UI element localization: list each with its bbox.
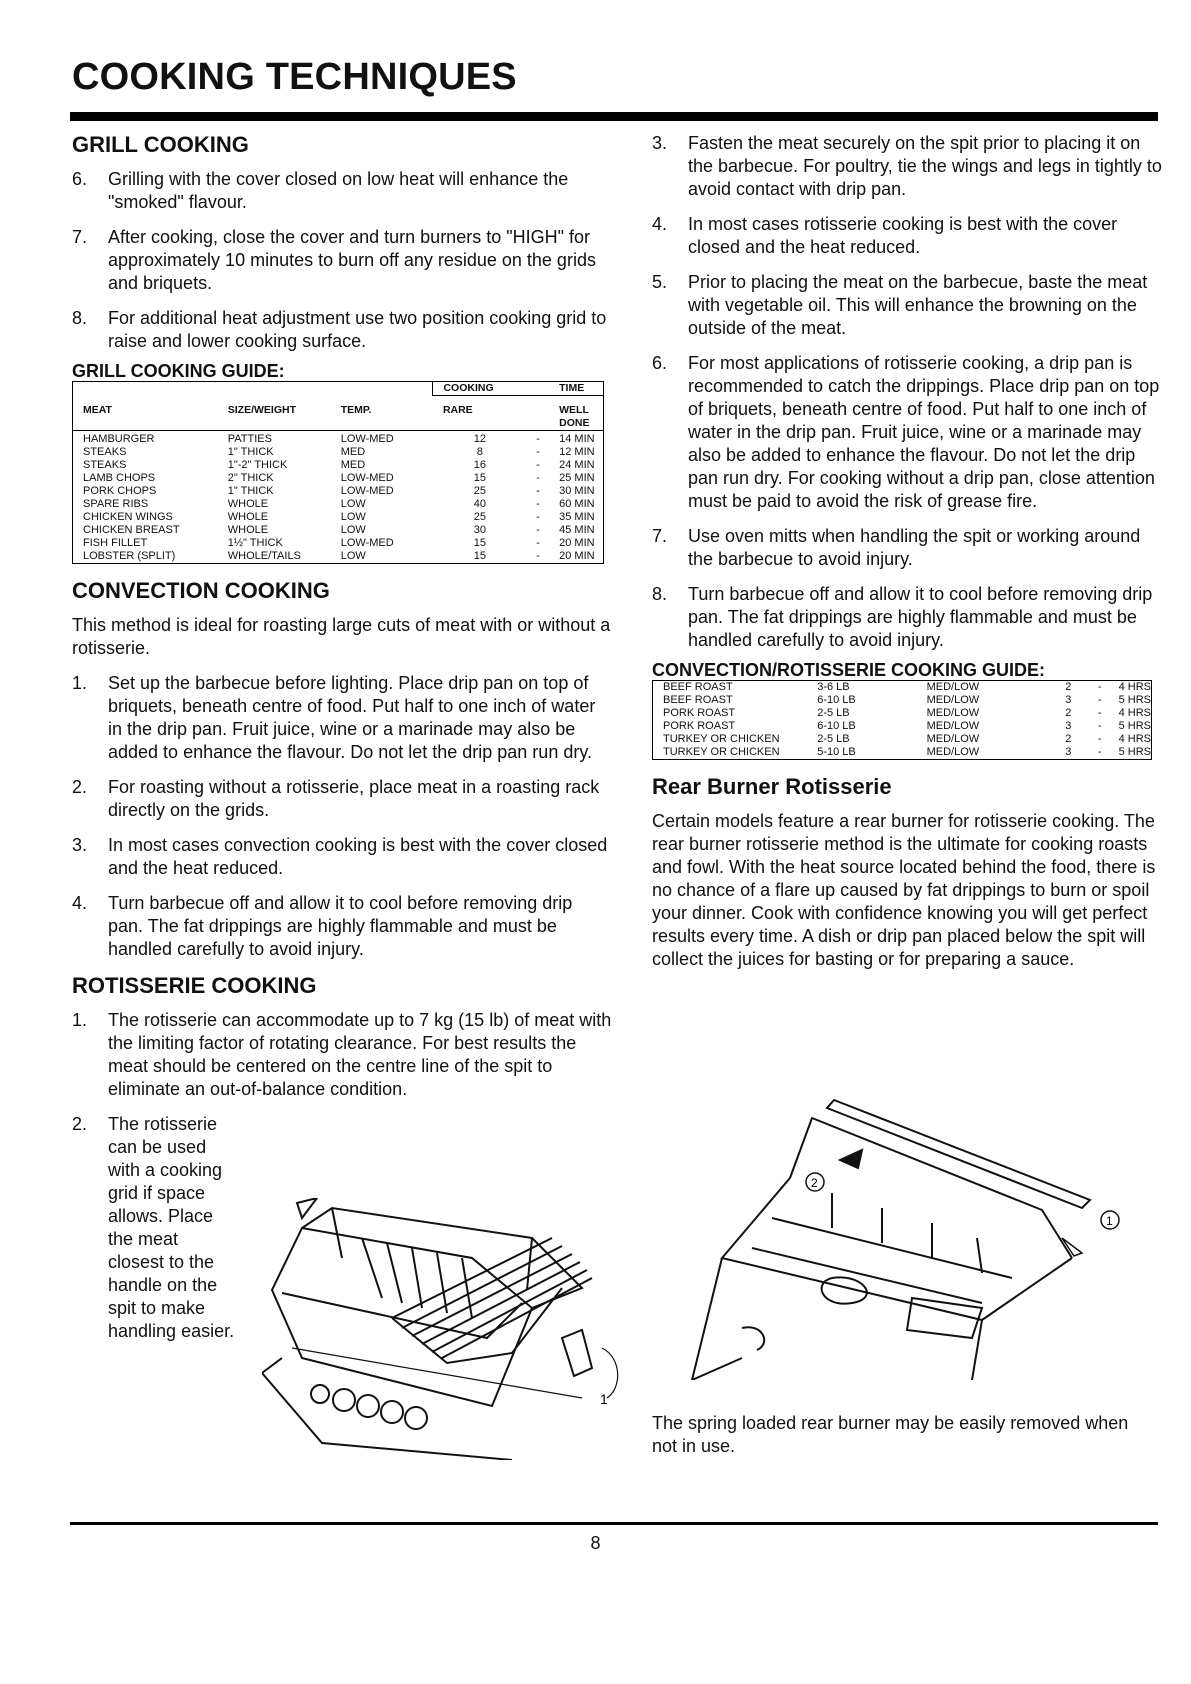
table-cell: - <box>1097 694 1102 706</box>
table-cell: 5 HRS <box>1118 694 1151 706</box>
table-cell: LAMB CHOPS <box>83 472 156 484</box>
table-cell: - <box>536 472 540 484</box>
table-cell: 24 MIN <box>559 459 595 471</box>
table-cell: LOW <box>340 550 366 562</box>
list-item <box>652 583 1162 652</box>
table-cell: FISH FILLET <box>83 537 148 549</box>
table-row <box>73 524 604 537</box>
table-row <box>73 537 604 550</box>
grill-guide-title: GRILL COOKING GUIDE: <box>72 361 285 381</box>
table-cell: MED <box>340 446 366 458</box>
table-row <box>653 707 1152 720</box>
table-cell: - <box>1097 733 1102 745</box>
table-cell: 3 <box>1065 694 1072 706</box>
table-cell: 3 <box>1065 720 1072 732</box>
item-text: In most cases rotisserie cooking is best with the cover closed and the heat reduced. <box>688 214 1118 257</box>
table-cell: TURKEY OR CHICKEN <box>663 746 780 758</box>
item-text: Fasten the meat securely on the spit prior to placing it on the barbecue. For poultry, tie the wings and legs in tightly to avoid contact with drip pan. <box>688 133 1162 199</box>
list-item <box>72 168 612 214</box>
table-cell: 12 <box>473 433 487 445</box>
table-cell: - <box>536 433 540 445</box>
table-cell: STEAKS <box>83 446 127 458</box>
table-cell: 1" THICK <box>227 446 274 458</box>
list-item <box>652 132 1162 201</box>
item-text: After cooking, close the cover and turn burners to "HIGH" for approximately 10 minutes to burn off any residue on the grids and briquets. <box>108 227 596 293</box>
list-item <box>652 271 1162 340</box>
right-column <box>652 132 1162 971</box>
title-rule <box>70 112 1158 121</box>
table-cell: - <box>1097 681 1102 693</box>
table-cell: 6-10 LB <box>817 720 856 732</box>
list-item <box>652 525 1162 571</box>
table-cell: 5-10 LB <box>817 746 856 758</box>
table-cell: 2 <box>1065 733 1072 745</box>
table-cell: 20 MIN <box>559 550 595 562</box>
table-cell: 25 MIN <box>559 472 595 484</box>
grill-drawing <box>262 1198 632 1460</box>
table-cell: - <box>536 498 540 510</box>
table-cell: 20 MIN <box>559 537 595 549</box>
item-number: 7. <box>72 227 88 247</box>
group-time-header: TIME <box>549 382 603 396</box>
table-cell: 30 <box>473 524 487 536</box>
item-number: 6. <box>652 353 668 373</box>
table-row <box>73 550 604 564</box>
table-cell: MED/LOW <box>926 746 980 758</box>
table-cell: MED/LOW <box>926 707 980 719</box>
table-cell: LOW-MED <box>340 537 394 549</box>
list-item <box>72 307 612 353</box>
table-cell: 16 <box>473 459 487 471</box>
table-cell: - <box>536 485 540 497</box>
table-cell: 2" THICK <box>227 472 274 484</box>
table-row <box>653 694 1152 707</box>
table-cell: 2 <box>1065 681 1072 693</box>
table-cell: STEAKS <box>83 459 127 471</box>
table-cell: 60 MIN <box>559 498 595 510</box>
table-cell: LOW <box>340 498 366 510</box>
item-text: The rotisserie can accommodate up to 7 kg (15 lb) of meat with the limiting factor of rotating clearance. For best results the meat should be centered on the centre line of the spit to eliminate an out-of-balance condition. <box>108 1010 612 1099</box>
table-cell: - <box>536 550 540 562</box>
item-text: Prior to placing the meat on the barbecue, baste the meat with vegetable oil. This will enhance the browning on the outside of the meat. <box>688 272 1148 338</box>
convection-guide-title: CONVECTION/ROTISSERIE COOKING GUIDE: <box>652 660 1046 680</box>
table-cell: 4 HRS <box>1118 733 1151 745</box>
table-row <box>73 446 604 459</box>
table-cell: PORK ROAST <box>663 720 736 732</box>
table-cell: LOBSTER (SPLIT) <box>83 550 176 562</box>
table-cell: MED/LOW <box>926 681 980 693</box>
table-cell: 45 MIN <box>559 524 595 536</box>
table-cell: LOW-MED <box>340 485 394 497</box>
table-cell: - <box>536 446 540 458</box>
item-text: Use oven mitts when handling the spit or working around the barbecue to avoid injury. <box>688 526 1141 569</box>
list-item <box>652 352 1162 513</box>
list-item <box>72 834 612 880</box>
table-cell: 35 MIN <box>559 511 595 523</box>
table-cell: TURKEY OR CHICKEN <box>663 733 780 745</box>
item-text: For roasting without a rotisserie, place meat in a roasting rack directly on the grids. <box>108 777 600 820</box>
table-cell: 3-6 LB <box>817 681 850 693</box>
col-rare-header: RARE <box>433 396 517 431</box>
table-cell: - <box>536 511 540 523</box>
table-cell: 5 HRS <box>1118 720 1151 732</box>
list-item <box>72 672 612 764</box>
page-number: 8 <box>590 1533 601 1553</box>
rear-burner-heading: Rear Burner Rotisserie <box>652 774 892 799</box>
table-cell: 15 <box>473 550 487 562</box>
group-cooking-header: COOKING <box>433 382 517 396</box>
table-cell: WHOLE <box>227 498 269 510</box>
callout-2: 2 <box>811 1176 818 1190</box>
table-cell: LOW-MED <box>340 433 394 445</box>
table-cell: BEEF ROAST <box>663 694 733 706</box>
page-title: COOKING TECHNIQUES <box>72 56 517 98</box>
table-cell: 4 HRS <box>1118 707 1151 719</box>
table-cell: - <box>1097 720 1102 732</box>
table-cell: 2-5 LB <box>817 707 850 719</box>
item-text: For most applications of rotisserie cooking, a drip pan is recommended to catch the drippings. Place drip pan on top of briquets, beneath centre of food. Put half to one inch of water in the drip pan. Fruit juice, wine or a marinade may also be added to enhance the flavour. Do not let the drip pan run dry. For cooking without a drip pan, close attention must be paid to avoid the risk of grease fire. <box>688 353 1160 511</box>
table-cell: MED/LOW <box>926 733 980 745</box>
table-cell: - <box>536 459 540 471</box>
grill-cooking-guide-table <box>72 381 604 564</box>
table-cell: HAMBURGER <box>83 433 155 445</box>
table-cell: 2-5 LB <box>817 733 850 745</box>
list-item <box>72 1113 238 1343</box>
convection-intro: This method is ideal for roasting large cuts of meat with or without a rotisserie. <box>72 615 611 658</box>
item-number: 6. <box>72 169 88 189</box>
table-cell: 4 HRS <box>1118 681 1151 693</box>
col-size-header: SIZE/WEIGHT <box>218 396 331 431</box>
item-number: 4. <box>72 893 88 913</box>
rear-burner-drawing <box>682 1098 1122 1380</box>
table-cell: WHOLE <box>227 524 269 536</box>
table-cell: MED <box>340 459 366 471</box>
rotisserie-grill-illustration <box>262 1198 632 1460</box>
table-cell: 5 HRS <box>1118 746 1151 758</box>
list-item <box>72 776 612 822</box>
rear-burner-text: Certain models feature a rear burner for rotisserie cooking. The rear burner rotisserie method is the ultimate for cooking roasts and fowl. With the heat source located behind the food, there is no chance of a flare up caused by fat drippings to burn or spoil your dinner. Cook with confidence knowing you will get perfect results every time. A dish or drip pan placed below the spit will collect the juices for basting or for preparing a sauce. <box>652 811 1156 969</box>
convection-cooking-heading: CONVECTION COOKING <box>72 578 330 603</box>
item-number: 2. <box>72 777 88 797</box>
item-text: For additional heat adjustment use two position cooking grid to raise and lower cooking surface. <box>108 308 607 351</box>
table-row <box>73 485 604 498</box>
table-cell: LOW-MED <box>340 472 394 484</box>
item-number: 1. <box>72 673 88 693</box>
item-number: 3. <box>72 835 88 855</box>
list-item <box>72 226 612 295</box>
table-cell: 15 <box>473 472 487 484</box>
item-number: 1. <box>72 1010 88 1030</box>
table-cell: 25 <box>473 511 487 523</box>
table-row <box>73 498 604 511</box>
item-number: 7. <box>652 526 668 546</box>
table-cell: - <box>536 537 540 549</box>
table-cell: MED/LOW <box>926 720 980 732</box>
table-row <box>653 733 1152 746</box>
list-item <box>72 892 612 961</box>
table-cell: 1½" THICK <box>227 537 283 549</box>
table-cell: SPARE RIBS <box>83 498 149 510</box>
table-cell: WHOLE/TAILS <box>227 550 301 562</box>
table-row <box>73 472 604 485</box>
list-item <box>652 213 1162 259</box>
table-cell: PORK CHOPS <box>83 485 157 497</box>
item-number: 5. <box>652 272 668 292</box>
table-cell: BEEF ROAST <box>663 681 733 693</box>
item-number: 3. <box>652 133 668 153</box>
col-temp-header: TEMP. <box>331 396 433 431</box>
table-row <box>653 746 1152 760</box>
table-row <box>653 720 1152 733</box>
item-text: The rotisserie can be used with a cooking grid if space allows. Place the meat closest to the handle on the spit to make handling easier. <box>108 1114 235 1341</box>
list-item <box>72 1009 612 1101</box>
footer-rule <box>70 1522 1158 1525</box>
grill-cooking-heading: GRILL COOKING <box>72 132 249 157</box>
table-cell: 30 MIN <box>559 485 595 497</box>
convection-rotisserie-guide-table <box>652 680 1152 760</box>
item-number: 8. <box>652 584 668 604</box>
table-cell: WHOLE <box>227 511 269 523</box>
table-cell: - <box>1097 746 1102 758</box>
table-cell: 12 MIN <box>559 446 595 458</box>
table-cell: CHICKEN WINGS <box>83 511 173 523</box>
item-text: Turn barbecue off and allow it to cool before removing drip pan. The fat drippings are highly flammable and must be handled carefully to avoid injury. <box>688 584 1153 650</box>
table-cell: 3 <box>1065 746 1072 758</box>
table-row <box>73 459 604 472</box>
table-cell: CHICKEN BREAST <box>83 524 180 536</box>
col-well-header: WELL DONE <box>549 396 603 431</box>
item-text: Turn barbecue off and allow it to cool before removing drip pan. The fat drippings are highly flammable and must be handled carefully to avoid injury. <box>108 893 573 959</box>
item-number: 2. <box>72 1114 88 1134</box>
rotisserie-cooking-heading: ROTISSERIE COOKING <box>72 973 317 998</box>
item-text: Set up the barbecue before lighting. Place drip pan on top of briquets, beneath centre of food. Put half to one inch of water in the drip pan. Fruit juice, wine or a marinade may also be added to enhance the flavour. Do not let the drip pan run dry. <box>108 673 596 762</box>
table-row <box>73 511 604 524</box>
table-cell: - <box>536 524 540 536</box>
table-cell: 8 <box>476 446 483 458</box>
table-cell: LOW <box>340 511 366 523</box>
table-row <box>73 431 604 447</box>
figure-callout-1: 1 <box>600 1391 608 1407</box>
table-cell: MED/LOW <box>926 694 980 706</box>
table-cell: 14 MIN <box>559 433 595 445</box>
rear-burner-caption: The spring loaded rear burner may be easily removed when not in use. <box>652 1413 1129 1456</box>
item-text: In most cases convection cooking is best with the cover closed and the heat reduced. <box>108 835 608 878</box>
table-cell: 25 <box>473 485 487 497</box>
table-cell: 40 <box>473 498 487 510</box>
table-cell: 6-10 LB <box>817 694 856 706</box>
item-number: 8. <box>72 308 88 328</box>
table-cell: PORK ROAST <box>663 707 736 719</box>
table-cell: 15 <box>473 537 487 549</box>
table-cell: 2 <box>1065 707 1072 719</box>
rear-burner-illustration <box>682 1098 1122 1380</box>
callout-1: 1 <box>1106 1214 1113 1228</box>
item-text: Grilling with the cover closed on low heat will enhance the "smoked" flavour. <box>108 169 569 212</box>
table-cell: 1" THICK <box>227 485 274 497</box>
table-cell: - <box>1097 707 1102 719</box>
table-cell: PATTIES <box>227 433 272 445</box>
table-row <box>653 681 1152 695</box>
col-meat-header: MEAT <box>73 396 218 431</box>
item-number: 4. <box>652 214 668 234</box>
table-cell: 1"-2" THICK <box>227 459 288 471</box>
left-column <box>72 132 612 1355</box>
table-cell: LOW <box>340 524 366 536</box>
